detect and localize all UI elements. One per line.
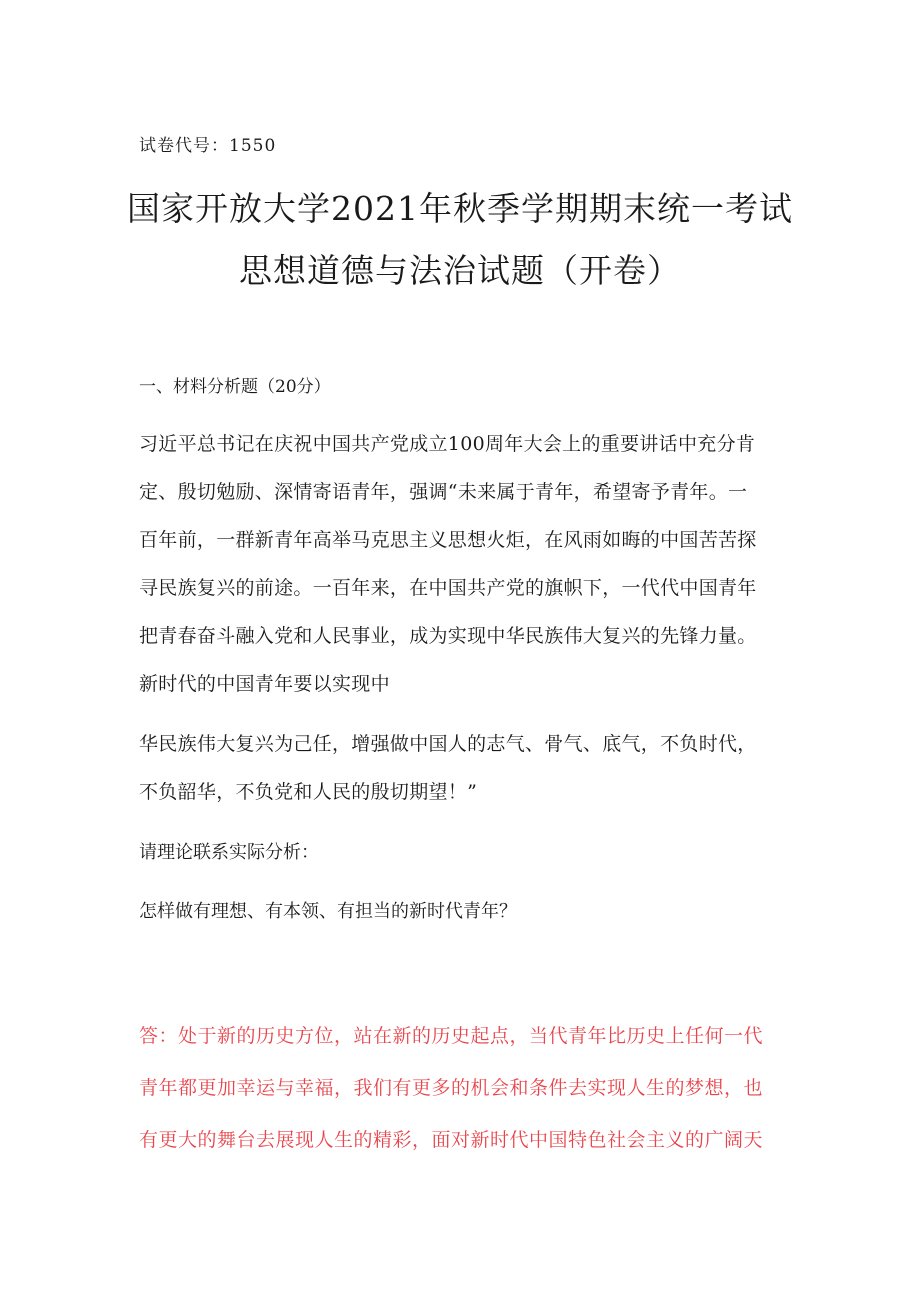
question-prompt: 请理论联系实际分析： [139,842,319,863]
material-line: 把青春奋斗融入党和人民事业，成为实现中华民族伟大复兴的先锋力量。 [139,625,757,647]
question-text: 怎样做有理想、有本领、有担当的新时代青年？ [139,901,517,922]
material-paragraph-continued [139,720,789,816]
answer-line: 答：处于新的历史方位，站在新的历史起点，当代青年比历史上任何一代 [139,1025,764,1047]
material-line: 定、殷切勉励、深情寄语青年，强调“未来属于青年，希望寄予青年。一 [139,481,748,503]
answer-line: 有更大的舞台去展现人生的精彩，面对新时代中国特色社会主义的广阔天 [139,1129,764,1151]
answer-line: 青年都更加幸运与幸福，我们有更多的机会和条件去实现人生的梦想，也 [139,1077,764,1099]
material-line: 寻民族复兴的前途。一百年来，在中国共产党的旗帜下，一代代中国青年 [139,577,757,599]
exam-title: 国家开放大学2021年秋季学期期末统一考试 [127,189,793,228]
section-heading: 一、材料分析题（20分） [139,377,331,397]
material-line: 华民族伟大复兴为己任，增强做中国人的志气、骨气、底气，不负时代， [139,733,757,755]
material-line: 新时代的中国青年要以实现中 [139,673,390,695]
material-line: 习近平总书记在庆祝中国共产党成立100周年大会上的重要讲话中充分肯 [139,433,756,455]
material-line: 百年前，一群新青年高举马克思主义思想火炬，在风雨如晦的中国苦苦探 [139,529,757,551]
exam-subtitle: 思想道德与法治试题（开卷） [239,251,681,290]
material-line: 不负韶华，不负党和人民的殷切期望！” [139,781,478,803]
paper-code: 试卷代号：1550 [139,136,277,156]
material-paragraph [139,420,789,708]
answer-paragraph [139,1010,789,1166]
